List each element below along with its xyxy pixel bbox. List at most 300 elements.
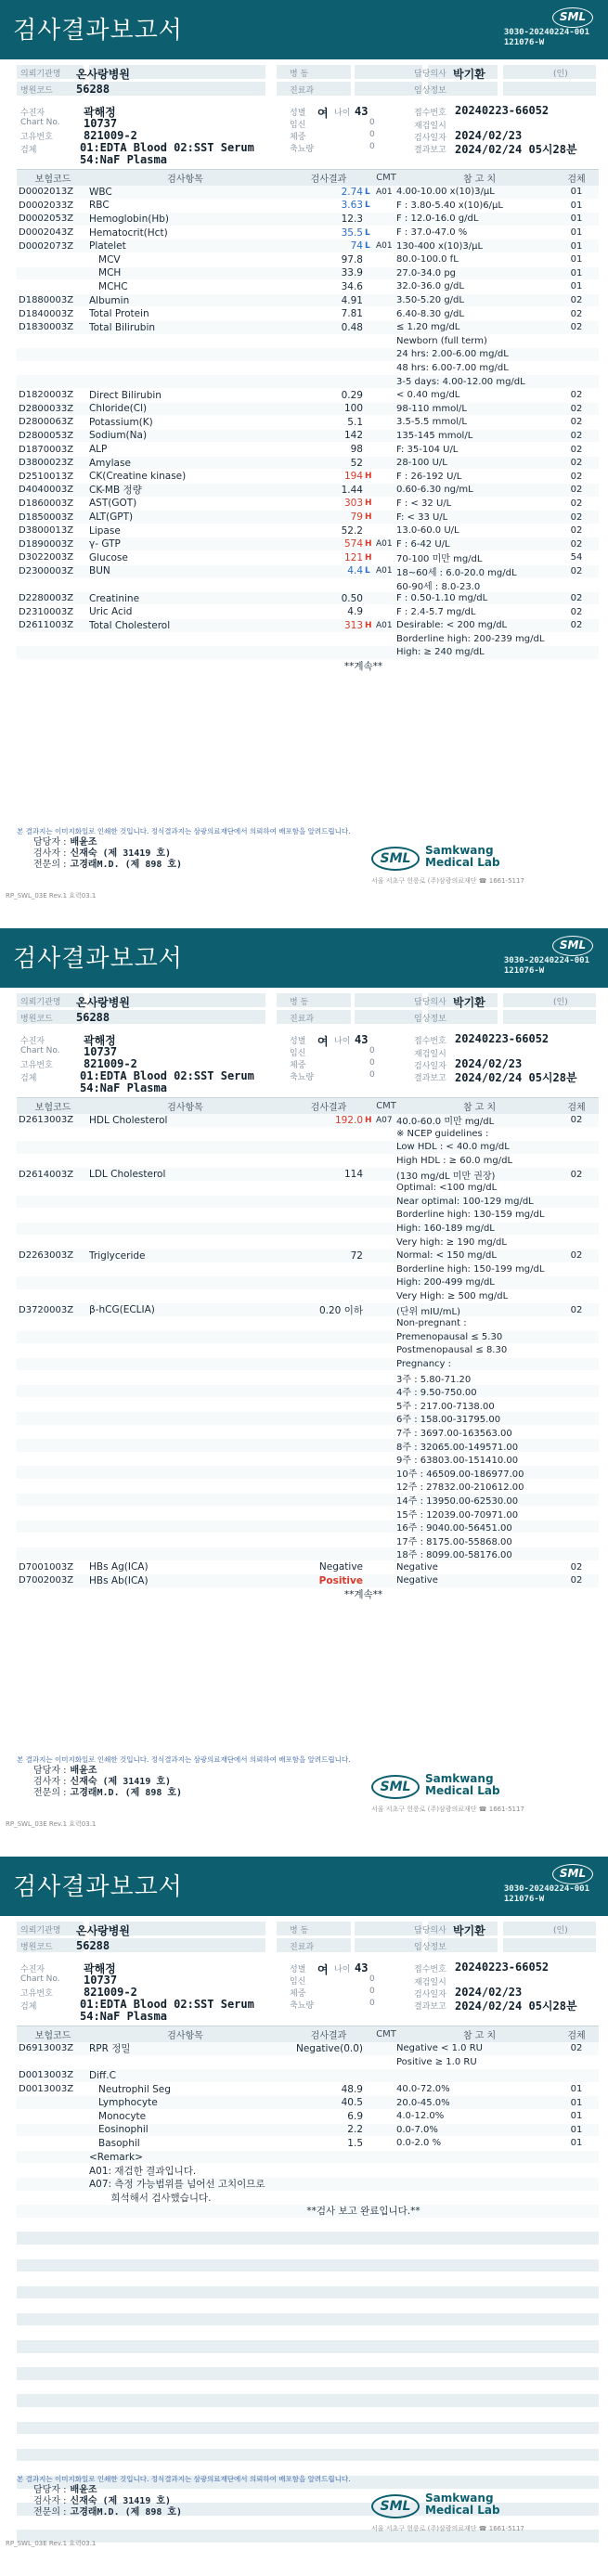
signer-name: 고경래M.D. (제 898 호)	[70, 860, 183, 870]
row-code: D1860003Z	[19, 498, 74, 509]
table-row	[17, 403, 599, 417]
row-ref: 4주 : 9.50-750.00	[396, 1388, 477, 1399]
row-code: D7001003Z	[19, 1561, 74, 1573]
table-row	[17, 1141, 599, 1155]
info-hospital-label: 의뢰기관명	[20, 1926, 61, 1935]
info-ward-label: 병 동	[290, 70, 309, 79]
info-cell-bg	[277, 1922, 351, 1935]
info-patient-name: 곽해정	[84, 106, 116, 119]
row-ref: 28-100 U/L	[396, 458, 447, 469]
row-result: 0.20 이하	[318, 1304, 363, 1316]
report-code-2: 121076-W	[503, 38, 545, 47]
row-code: D1840003Z	[19, 308, 74, 319]
info-ward-label: 병 동	[290, 1926, 309, 1935]
footer-address: 서울 서초구 헌릉로 (주)삼광의료재단 ☎ 1661-5117	[371, 877, 524, 885]
row-result: 12.3	[341, 213, 363, 225]
row-result: 52.2	[341, 524, 363, 537]
info-clinic-label: 임상정보	[414, 86, 446, 96]
info-preg-label: 임신	[290, 1977, 306, 1987]
row-specimen: 02	[570, 471, 583, 482]
row-result: 33.9	[341, 267, 363, 279]
row-ref: F: < 33 U/L	[396, 511, 448, 523]
table-row	[17, 2164, 599, 2178]
row-ref: 12주 : 27832.00-210612.00	[396, 1482, 524, 1494]
info-accept: 20240223-66052	[455, 104, 550, 117]
sml-logo-icon: SML	[552, 7, 593, 28]
signer-label: 전문의 :	[33, 860, 67, 870]
table-row	[17, 1507, 599, 1521]
table-row	[17, 1196, 599, 1210]
info-urine: 0	[369, 142, 375, 151]
row-specimen: 54	[570, 552, 583, 563]
table-row	[17, 1534, 599, 1547]
table-row	[17, 1114, 599, 1128]
row-specimen: 02	[570, 498, 583, 509]
row-ref: F: 35-104 U/L	[396, 444, 459, 455]
report-title: 검사결과보고서	[13, 945, 183, 973]
col-result: 검사결과	[310, 175, 347, 185]
table-row	[17, 484, 599, 498]
info-hospcode-label: 병원코드	[20, 1015, 53, 1024]
row-result: 121	[343, 551, 363, 563]
row-ref: 16주 : 9040.00-56451.00	[396, 1523, 512, 1534]
row-result: 0.29	[341, 389, 363, 401]
empty-row	[17, 2326, 599, 2340]
row-specimen: 01	[570, 2124, 583, 2135]
table-row	[17, 186, 599, 200]
row-specimen: 02	[570, 1575, 583, 1586]
signer-name: 배윤조	[70, 1766, 97, 1776]
row-cmt: A01	[376, 566, 393, 576]
row-specimen: 02	[570, 538, 583, 550]
row-name: HDL Cholesterol	[89, 1114, 168, 1126]
table-row	[17, 1466, 599, 1480]
info-chart: 10737	[84, 1045, 118, 1058]
row-name: AST(GOT)	[89, 498, 137, 510]
row-specimen: 01	[570, 187, 583, 198]
signer-name: 배윤조	[70, 2485, 97, 2495]
table-row	[17, 321, 599, 335]
row-code: D0002073Z	[19, 240, 74, 252]
table-row	[17, 1263, 599, 1277]
info-testdate-label: 검사일자	[414, 134, 446, 143]
info-chart-label: Chart No.	[20, 1046, 60, 1055]
brand-line-1: Samkwang	[425, 2492, 494, 2505]
row-ref: Premenopausal ≤ 5.30	[396, 1331, 503, 1342]
footer-note: 본 결과지는 이미지화일로 인쇄한 것입니다. 정식결과지는 삼광의료재단에서 의뢰하여 배포함을 알려드립니다.	[17, 1755, 351, 1764]
row-name: Potassium(K)	[89, 416, 153, 428]
report-code-1: 3030-20240224-001	[503, 28, 589, 37]
info-accept: 20240223-66052	[455, 1961, 550, 1974]
row-specimen: 01	[570, 227, 583, 239]
report-footer	[0, 826, 608, 928]
brand-line-1: Samkwang	[425, 1772, 494, 1785]
row-specimen: 01	[570, 240, 583, 252]
row-ref: 15주 : 12039.00-70971.00	[396, 1509, 519, 1521]
info-seal: (인)	[553, 998, 568, 1007]
footer-address: 서울 서초구 헌릉로 (주)삼광의료재단 ☎ 1661-5117	[371, 1806, 524, 1813]
row-specimen: 01	[570, 254, 583, 265]
row-ref: 3-5 days: 4.00-12.00 mg/dL	[396, 376, 525, 387]
row-result: 0.48	[341, 321, 363, 333]
table-row	[17, 578, 599, 592]
row-specimen: 01	[570, 2111, 583, 2122]
row-cmt: A01	[376, 620, 393, 630]
signer-label: 담당자 :	[33, 1766, 67, 1776]
row-ref: F : 6-42 U/L	[396, 538, 450, 550]
row-code: D0013003Z	[19, 2070, 74, 2081]
info-cell-bg	[89, 1010, 265, 1024]
info-recheck-label: 재검일시	[414, 122, 446, 131]
footer-note: 본 결과지는 이미지화일로 인쇄한 것입니다. 정식결과지는 삼광의료재단에서 의뢰하여 배포함을 알려드립니다.	[17, 2475, 351, 2483]
col-result: 검사결과	[310, 2031, 347, 2041]
info-preg: 0	[369, 1046, 375, 1055]
row-result: 142	[343, 430, 363, 442]
col-eq: 검체	[567, 175, 586, 185]
table-row	[17, 2042, 599, 2056]
sml-logo-icon: SML	[552, 936, 593, 956]
patient-info	[0, 59, 608, 169]
table-row	[17, 565, 599, 579]
info-doctor-label: 담당의사	[414, 1926, 446, 1935]
row-name: CK-MB 정량	[89, 485, 142, 497]
row-name: HBs Ag(ICA)	[89, 1561, 149, 1573]
report-page	[0, 928, 608, 1857]
row-ref: Very high: ≥ 190 mg/dL	[396, 1236, 507, 1248]
row-ref: (단위 mIU/mL)	[396, 1306, 460, 1317]
row-ref: 4.0-12.0%	[396, 2111, 445, 2122]
row-ref: 6.40-8.30 g/dL	[396, 308, 464, 319]
row-ref: 6주 : 158.00-31795.00	[396, 1415, 501, 1426]
row-ref: 60-90세 : 8.0-23.0	[396, 581, 481, 592]
table-row	[17, 470, 599, 484]
row-name: CK(Creatine kinase)	[89, 471, 187, 483]
row-ref: Normal: < 150 mg/dL	[396, 1250, 497, 1262]
empty-row	[17, 2313, 599, 2327]
empty-row	[17, 2232, 599, 2246]
signer-label: 검사자 :	[33, 1777, 67, 1787]
row-result: 34.6	[341, 280, 363, 292]
table-row	[17, 2110, 599, 2124]
row-flag: H	[365, 472, 372, 482]
info-hospcode: 56288	[76, 1011, 110, 1024]
signer-label: 담당자 :	[33, 837, 67, 848]
row-specimen: 02	[570, 444, 583, 455]
signer-line	[33, 1766, 97, 1776]
info-cell-bg	[503, 1010, 596, 1024]
row-result: 303	[343, 498, 363, 510]
row-specimen: 01	[570, 214, 583, 225]
info-urine-label: 축뇨량	[290, 145, 315, 154]
empty-row	[17, 2286, 599, 2300]
info-preg: 0	[369, 1974, 375, 1984]
table-row	[17, 2056, 599, 2070]
row-ref: F : 26-192 U/L	[396, 471, 462, 482]
row-ref: ≤ 1.20 mg/dL	[396, 322, 460, 333]
row-result: 97.8	[341, 253, 363, 265]
row-code: D7002003Z	[19, 1575, 74, 1586]
info-cell-bg	[355, 1922, 422, 1935]
sml-footer-logo-icon: SML	[371, 1775, 420, 1799]
row-ref: Very High: ≥ 500 mg/dL	[396, 1291, 509, 1302]
row-specimen: 02	[570, 390, 583, 401]
row-ref: 5주 : 217.00-7138.00	[396, 1401, 495, 1412]
row-specimen: 02	[570, 403, 583, 414]
row-ref: 9주 : 63803.00-151410.00	[396, 1456, 519, 1467]
info-age-label: 나이	[334, 1965, 351, 1974]
col-cmt: CMT	[376, 2029, 396, 2039]
row-result: 52	[350, 457, 363, 469]
row-ref: 4.00-10.00 x(10)3/µL	[396, 187, 495, 198]
info-hospital: 온사랑병원	[76, 1924, 130, 1937]
row-ref: 48 hrs: 6.00-7.00 mg/dL	[396, 363, 509, 374]
info-testdate-label: 검사일자	[414, 1062, 446, 1071]
info-accept-label: 접수번호	[414, 109, 446, 118]
table-row	[17, 457, 599, 471]
info-weight-label: 체중	[290, 1989, 306, 1999]
table-row	[17, 1155, 599, 1169]
row-name: WBC	[89, 186, 112, 198]
row-name: β-hCG(ECLIA)	[89, 1304, 155, 1316]
empty-row	[17, 2340, 599, 2354]
row-ref: Non-pregnant :	[396, 1318, 467, 1329]
row-ref: Postmenopausal ≤ 8.30	[396, 1345, 508, 1356]
report-code-1: 3030-20240224-001	[503, 956, 589, 965]
table-row	[17, 1344, 599, 1358]
row-code: D2611003Z	[19, 620, 74, 631]
table-row	[17, 1303, 599, 1317]
empty-row	[17, 2219, 599, 2233]
patient-info	[0, 988, 608, 1097]
table-row	[17, 660, 599, 674]
info-seal: (인)	[553, 70, 568, 79]
info-patient-name: 곽해정	[84, 1034, 116, 1047]
brand-line-2: Medical Lab	[425, 2504, 500, 2517]
result-table	[17, 1114, 599, 1601]
empty-row	[17, 2408, 599, 2422]
row-specimen: 02	[570, 430, 583, 441]
info-hospcode-label: 병원코드	[20, 1943, 53, 1952]
row-code: D2310003Z	[19, 606, 74, 617]
table-row	[17, 2178, 599, 2192]
row-specimen: 01	[570, 267, 583, 278]
col-name: 검사항목	[167, 175, 203, 185]
table-row	[17, 443, 599, 457]
row-ref: F : 2.4-5.7 mg/dL	[396, 606, 476, 617]
row-specimen: 02	[570, 565, 583, 576]
row-ref: Low HDL : < 40.0 mg/dL	[396, 1142, 510, 1153]
row-specimen: 01	[570, 2097, 583, 2108]
table-row	[17, 592, 599, 606]
row-name: BUN	[89, 565, 110, 577]
row-ref: Optimal: <100 mg/dL	[396, 1183, 498, 1194]
info-hospital: 온사랑병원	[76, 68, 130, 81]
table-row	[17, 1588, 599, 1602]
row-code: D2280003Z	[19, 593, 74, 604]
col-name: 검사항목	[167, 1103, 203, 1113]
info-specimen1: 01:EDTA Blood 02:SST Serum	[80, 1069, 254, 1082]
col-code: 보험코드	[34, 2031, 71, 2041]
row-code: D0002013Z	[19, 187, 74, 198]
table-row	[17, 362, 599, 376]
table-header	[17, 169, 599, 186]
row-flag: L	[365, 241, 370, 252]
row-name: Hemoglobin(Hb)	[89, 213, 170, 225]
table-row	[17, 1331, 599, 1345]
row-name: Hematocrit(Hct)	[89, 227, 168, 239]
info-testdate: 2024/02/23	[455, 1986, 523, 1999]
info-sex-label: 성별	[290, 1965, 306, 1974]
report-code	[504, 956, 589, 977]
info-specimen-label: 검체	[20, 1074, 37, 1083]
row-ref: Borderline high: 130-159 mg/dL	[396, 1210, 545, 1221]
row-flag: H	[365, 539, 372, 550]
row-code: D1870003Z	[19, 444, 74, 455]
table-header	[17, 2026, 599, 2042]
signer-label: 전문의 :	[33, 2507, 67, 2518]
table-row	[17, 633, 599, 647]
info-cell-bg	[355, 82, 422, 96]
report-code	[504, 1884, 589, 1905]
info-id: 821009-2	[84, 1057, 137, 1070]
patient-info	[0, 1916, 608, 2026]
info-chart: 10737	[84, 117, 118, 130]
row-name: Eosinophil	[89, 2124, 149, 2136]
table-row	[17, 1426, 599, 1440]
row-specimen: 02	[570, 2043, 583, 2054]
info-hospital: 온사랑병원	[76, 996, 130, 1009]
row-ref: Borderline high: 150-199 mg/dL	[396, 1263, 545, 1275]
row-ref: Borderline high: 200-239 mg/dL	[396, 633, 545, 644]
report-code	[504, 28, 589, 48]
table-row	[17, 348, 599, 362]
row-ref: 14주 : 13950.00-62530.00	[396, 1495, 519, 1507]
info-weight: 0	[369, 1987, 375, 1996]
title-bar	[0, 928, 608, 988]
brand-line-2: Medical Lab	[425, 856, 500, 869]
row-result: 194	[343, 471, 363, 483]
row-ref: 70-100 미만 mg/dL	[396, 554, 483, 565]
col-eq: 검체	[567, 1103, 586, 1113]
row-flag: L	[365, 201, 370, 211]
info-urine: 0	[369, 1999, 375, 2008]
table-row	[17, 1209, 599, 1223]
row-code: D2510013Z	[19, 471, 74, 482]
row-ref: 130-400 x(10)3/µL	[396, 240, 484, 252]
empty-row	[17, 2259, 599, 2273]
table-row	[17, 1249, 599, 1263]
row-name: ALP	[89, 444, 108, 456]
title-bar	[0, 0, 608, 59]
signer-label: 전문의 :	[33, 1788, 67, 1798]
info-doctor: 박기환	[453, 1924, 485, 1937]
row-result: 1.44	[341, 484, 363, 496]
table-row	[17, 1276, 599, 1290]
table-row	[17, 2192, 599, 2206]
row-specimen: 02	[570, 1115, 583, 1126]
row-ref: Newborn (full term)	[396, 335, 487, 346]
row-flag: L	[365, 227, 370, 238]
table-row	[17, 1574, 599, 1588]
table-row	[17, 1398, 599, 1412]
info-id-label: 고유번호	[20, 1989, 53, 1999]
info-cell-bg	[355, 65, 422, 79]
info-doctor: 박기환	[453, 68, 485, 81]
row-cmt: A01	[376, 187, 393, 197]
row-name: Sodium(Na)	[89, 430, 148, 442]
info-dept-label: 진료과	[290, 1943, 315, 1952]
row-ref: 0.0-2.0 %	[396, 2138, 442, 2149]
row-ref: F : 37.0-47.0 %	[396, 227, 468, 239]
row-result: Negative(0.0)	[295, 2042, 363, 2054]
empty-row	[17, 2394, 599, 2408]
signer-label: 검사자 :	[33, 848, 67, 859]
row-specimen: 02	[570, 525, 583, 537]
row-result: 2.74	[341, 186, 363, 198]
row-ref: 80.0-100.0 fL	[396, 254, 459, 265]
table-row	[17, 416, 599, 430]
table-row	[17, 213, 599, 227]
info-weight: 0	[369, 130, 375, 139]
info-cell-bg	[277, 65, 351, 79]
row-ref: 27.0-34.0 pg	[396, 267, 457, 278]
row-specimen: 02	[570, 322, 583, 333]
empty-row	[17, 2381, 599, 2395]
row-result: 35.5	[341, 227, 363, 239]
info-preg-label: 임신	[290, 1049, 306, 1058]
info-report-label: 결과보고	[414, 146, 446, 155]
table-row	[17, 1236, 599, 1249]
info-report: 2024/02/24 05시28분	[455, 143, 577, 156]
row-note: **계속**	[343, 661, 383, 673]
row-ref: 3.50-5.20 g/dL	[396, 295, 464, 306]
brand-line-2: Medical Lab	[425, 1784, 500, 1797]
row-result: 4.9	[347, 606, 363, 618]
row-code: D2613003Z	[19, 1115, 74, 1126]
row-result: 6.9	[347, 2110, 363, 2122]
col-ref: 참 고 치	[462, 2031, 497, 2041]
table-row	[17, 2151, 599, 2165]
row-ref: Desirable: < 200 mg/dL	[396, 620, 508, 631]
table-row	[17, 1439, 599, 1453]
row-specimen: 02	[570, 1561, 583, 1573]
table-row	[17, 1168, 599, 1182]
info-specimen2: 54:NaF Plasma	[80, 153, 167, 166]
row-ref: Negative < 1.0 RU	[396, 2043, 483, 2054]
info-doctor-label: 담당의사	[414, 998, 446, 1007]
info-weight: 0	[369, 1058, 375, 1068]
report-code-2: 121076-W	[503, 1895, 545, 1904]
info-cell-bg	[355, 993, 422, 1007]
row-ref: 0.0-7.0%	[396, 2124, 438, 2135]
row-ref: 8주 : 32065.00-149571.00	[396, 1442, 519, 1453]
row-ref: (130 mg/dL 미만 권장)	[396, 1171, 496, 1182]
info-chart-label: Chart No.	[20, 1974, 60, 1984]
empty-row	[17, 2422, 599, 2436]
row-specimen: 02	[570, 606, 583, 617]
table-row	[17, 2069, 599, 2083]
row-ref: High: ≥ 240 mg/dL	[396, 647, 485, 658]
row-code: D0002033Z	[19, 200, 74, 211]
info-seal: (인)	[553, 1926, 568, 1935]
col-result: 검사결과	[310, 1103, 347, 1113]
info-id: 821009-2	[84, 1986, 137, 1999]
row-ref: 3주 : 5.80-71.20	[396, 1374, 472, 1385]
info-cell-bg	[503, 1938, 596, 1952]
info-id: 821009-2	[84, 129, 137, 142]
footer-address: 서울 서초구 헌릉로 (주)삼광의료재단 ☎ 1661-5117	[371, 2525, 524, 2532]
row-note: **계속**	[343, 1589, 383, 1601]
